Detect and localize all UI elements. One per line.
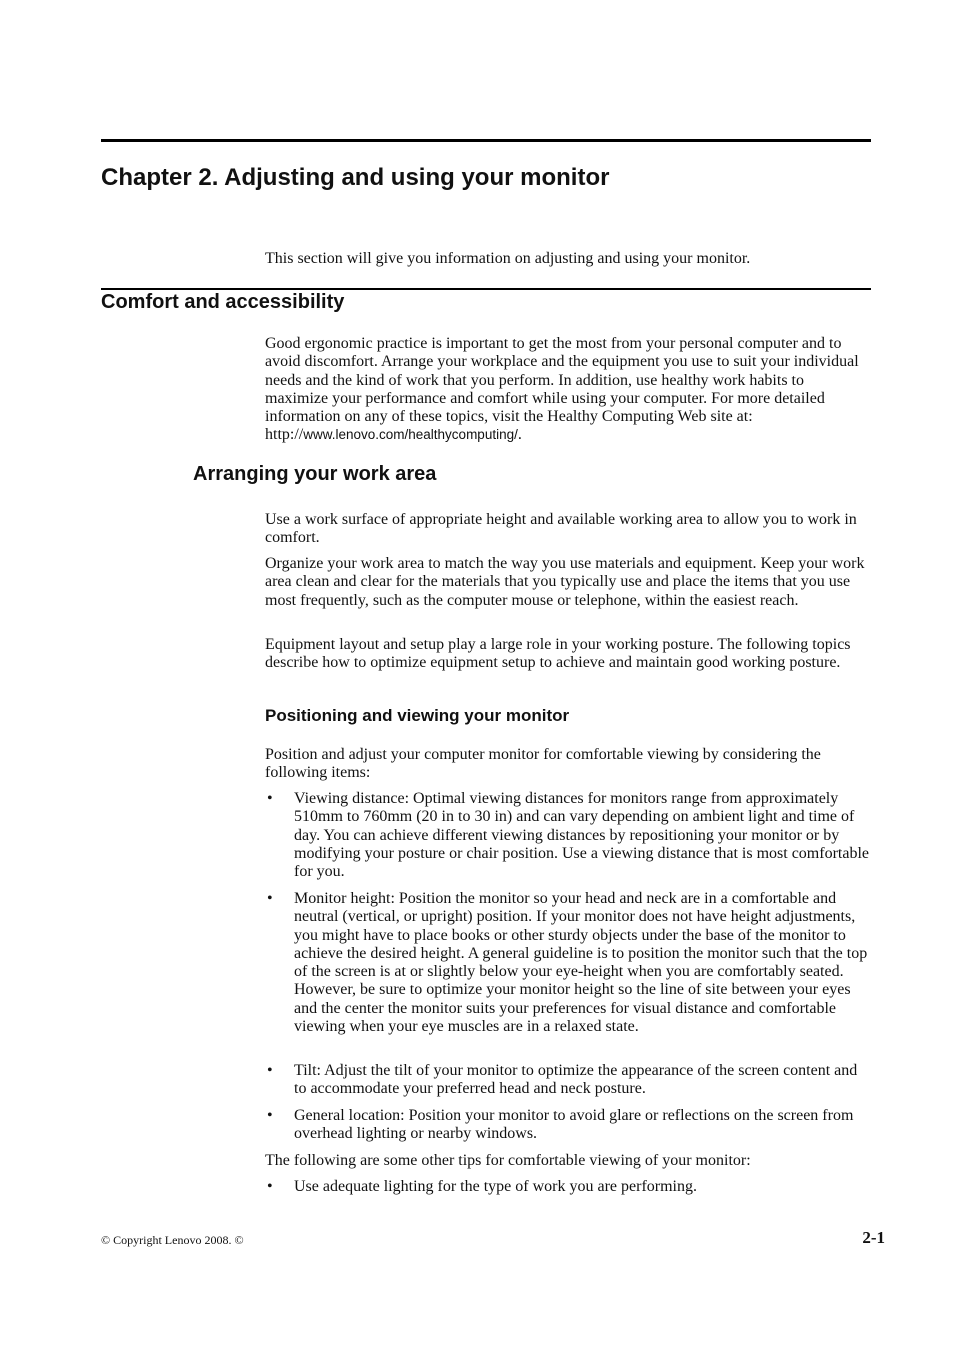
bullet-marker: • (267, 1062, 273, 1079)
list-item (265, 1062, 871, 1099)
comfort-paragraph-text: Good ergonomic practice is important to get the most from your personal computer and to avoid discomfort. Arrange your workplace and the equipment you use to suit your individual needs and the kind of work that you perform. In addition, use healthy work habits to maximize your performance and comfort while using your computer. For more detailed information on any of these topics, visit the Healthy Computing Web site at: http:// (265, 335, 859, 444)
healthy-computing-link[interactable]: www.lenovo.com/healthycomputing/ (303, 427, 518, 443)
footer-copyright: © Copyright Lenovo 2008. © (101, 1233, 244, 1247)
list-item (265, 890, 871, 1036)
list-item (265, 1107, 871, 1144)
work-area-paragraph: Organize your work area to match the way you use materials and equipment. Keep your work area clean and clear for the materials that you typically use and place the items that you use most frequently, such as the computer mouse or telephone, within the easiest reach. (265, 555, 865, 609)
list-item-term: Tilt (294, 1062, 317, 1079)
chapter-intro: This section will give you information on adjusting and using your monitor. (265, 250, 751, 267)
list-item-text: : Position the monitor so your head and neck are in a comfortable and neutral (vertical, or upright) position. If your monitor does not have height adjustments, you might have to place books or other sturdy objects under the base of the monitor to achieve the desired height. A general guideline is to position the monitor such that the top of the screen is at or slightly below your eye-height when you are comfortably seated. However, be sure to optimize your monitor height so the line of site between your eyes and the center the monitor suits your preferences for visual distance and comfortable viewing when your eye muscles are in a relaxed state. (294, 890, 868, 1036)
positioning-intro: Position and adjust your computer monitor for comfortable viewing by considering the following items: (265, 746, 821, 782)
list-item (265, 1178, 871, 1196)
list-item-text: : Optimal viewing distances for monitors range from approximately 510mm to 760mm (20 in to 30 in) and can vary depending on ambient light and time of day. You can achieve different viewing distances by repositioning your monitor or by modifying your posture or chair position. Use a viewing distance that is most comfortable for you. (294, 790, 869, 881)
chapter-title: Chapter 2. Adjusting and using your monitor (101, 164, 610, 191)
subsection-heading-work-area: Arranging your work area (193, 463, 437, 485)
bullet-marker: • (267, 790, 273, 807)
bullet-marker: • (267, 1178, 273, 1195)
bullet-marker: • (267, 1107, 273, 1124)
list-item-text: : Adjust the tilt of your monitor to optimize the appearance of the screen content and to accommodate your preferred head and neck posture. (294, 1062, 858, 1098)
list-item-term: Viewing distance (294, 790, 405, 807)
list-item-text: Use adequate lighting for the type of work you are performing. (294, 1178, 697, 1195)
section-heading-comfort: Comfort and accessibility (101, 291, 345, 313)
topic-heading-positioning: Positioning and viewing your monitor (265, 706, 570, 725)
comfort-paragraph-suffix: . (517, 426, 522, 444)
work-area-paragraph: Equipment layout and setup play a large role in your working posture. The following topics describe how to optimize equipment setup to achieve and maintain good working posture. (265, 636, 851, 672)
list-item-term: Monitor height (294, 890, 391, 907)
tips-intro: The following are some other tips for comfortable viewing of your monitor: (265, 1152, 751, 1169)
comfort-paragraph (265, 335, 871, 445)
list-item-term: General location (294, 1107, 401, 1124)
chapter-top-rule (101, 139, 871, 142)
bullet-marker: • (267, 890, 273, 907)
work-area-paragraph: Use a work surface of appropriate height and available working area to allow you to work in comfort. (265, 511, 857, 547)
list-item-text: : Position your monitor to avoid glare or reflections on the screen from overhead lighting or nearby windows. (294, 1107, 854, 1143)
page-number: 2-1 (862, 1228, 885, 1247)
list-item (265, 790, 871, 881)
